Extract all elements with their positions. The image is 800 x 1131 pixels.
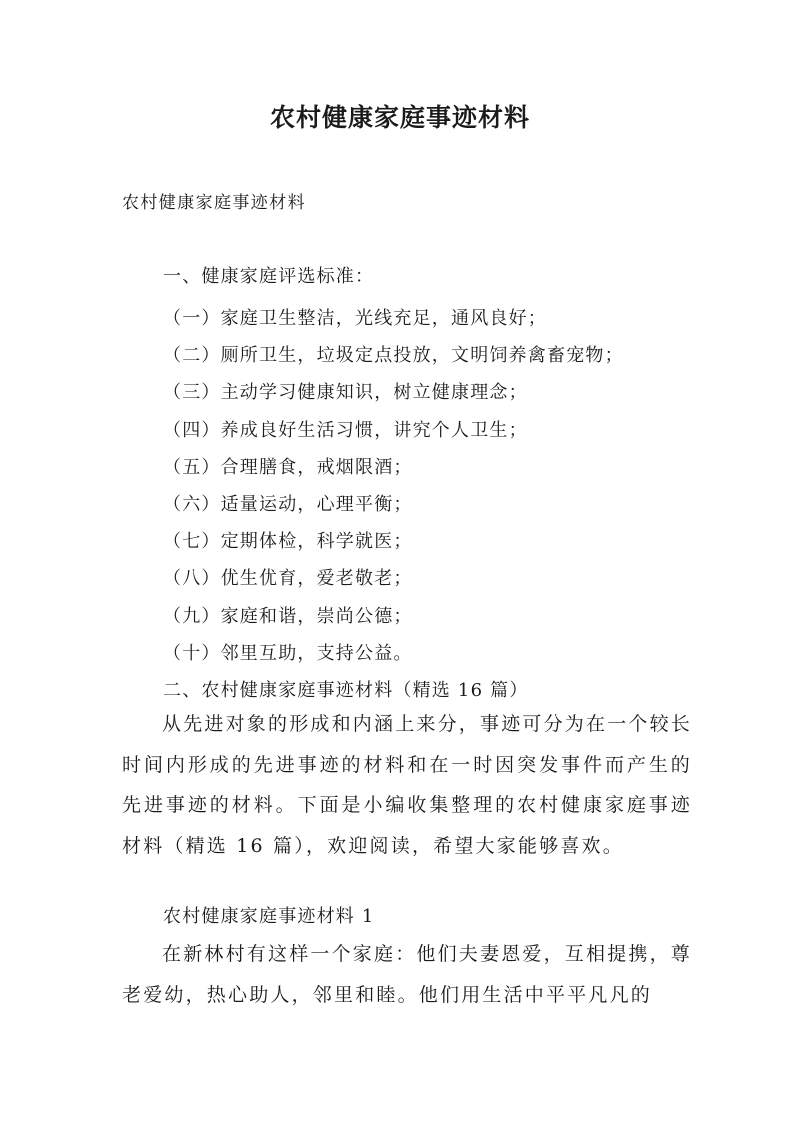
material-item-title: 农村健康家庭事迹材料 1: [163, 906, 375, 927]
criteria-item: （一）家庭卫生整洁，光线充足，通风良好；: [163, 308, 547, 329]
section-heading-criteria: 一、健康家庭评选标准：: [163, 266, 375, 287]
section-heading-materials: 二、农村健康家庭事迹材料（精选 16 篇）: [163, 680, 529, 701]
criteria-item: （十）邻里互助，支持公益。: [163, 642, 413, 664]
criteria-item: （九）家庭和谐，崇尚公德；: [163, 605, 413, 627]
criteria-list: [163, 300, 624, 672]
criteria-item: （八）优生优育，爱老敬老；: [163, 568, 413, 590]
document-title: 农村健康家庭事迹材料: [269, 103, 530, 132]
material-item-paragraph: 在新林村有这样一个家庭：他们夫妻恩爱，互相提携，尊老爱幼，热心助人，邻里和睦。他们用生活中平平凡凡的: [122, 943, 693, 1006]
criteria-item: （三）主动学习健康知识，树立健康理念；: [163, 382, 528, 404]
intro-paragraph: 从先进对象的形成和内涵上来分，事迹可分为在一个较长时间内形成的先进事迹的材料和在一时因突发事件而产生的先进事迹的材料。下面是小编收集整理的农村健康家庭事迹材料（精选 16 篇），欢迎阅读，希望大家能够喜欢。: [122, 713, 693, 857]
criteria-item: （六）适量运动，心理平衡；: [163, 494, 413, 516]
criteria-item: （四）养成良好生活习惯，讲究个人卫生；: [163, 419, 528, 441]
document-subtitle: 农村健康家庭事迹材料: [122, 193, 306, 213]
criteria-item: （二）厕所卫生，垃圾定点投放，文明饲养禽畜宠物；: [163, 345, 624, 367]
criteria-item: （五）合理膳食，戒烟限酒；: [163, 456, 413, 478]
criteria-item: （七）定期体检，科学就医；: [163, 531, 413, 553]
